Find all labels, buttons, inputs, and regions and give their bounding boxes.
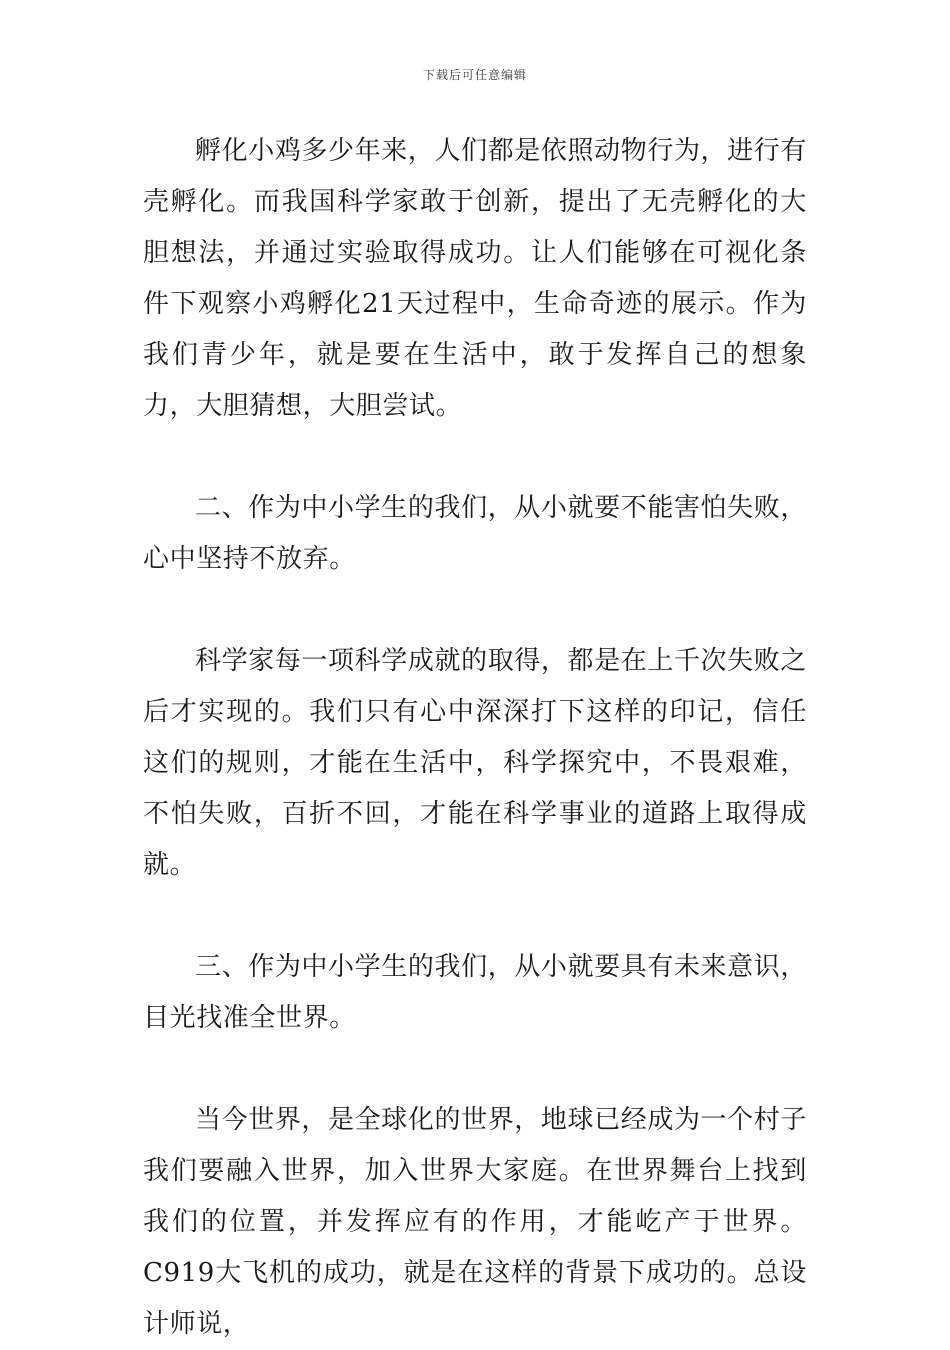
paragraph-3: 科学家每一项科学成就的取得，都是在上千次失败之后才实现的。我们只有心中深深打下这样的印记，信任这们的规则，才能在生活中，科学探究中，不畏艰难，不怕失败，百折不回，才能在科学事业的道路上取得成就。 xyxy=(143,646,807,880)
paragraph-5: 当今世界，是全球化的世界，地球已经成为一个村子我们要融入世界，加入世界大家庭。在世界舞台上找到我们的位置，并发挥应有的作用，才能屹产于世界。C919大飞机的成功，就是在这样的背景下成功的。总设计师说， xyxy=(143,1105,807,1339)
page-header: 下载后可任意编辑 xyxy=(422,68,527,82)
paragraph-2-heading: 二、作为中小学生的我们，从小就要不能害怕失败，心中坚持不放弃。 xyxy=(143,493,807,574)
document-body xyxy=(143,126,807,1350)
paragraph-1: 孵化小鸡多少年来，人们都是依照动物行为，进行有壳孵化。而我国科学家敢于创新，提出了无壳孵化的大胆想法，并通过实验取得成功。让人们能够在可视化条件下观察小鸡孵化21天过程中，生命奇迹的展示。作为我们青少年，就是要在生活中，敢于发挥自己的想象力，大胆猜想，大胆尝试。 xyxy=(143,136,807,421)
paragraph-4-heading: 三、作为中小学生的我们，从小就要具有未来意识，目光找准全世界。 xyxy=(143,952,807,1033)
